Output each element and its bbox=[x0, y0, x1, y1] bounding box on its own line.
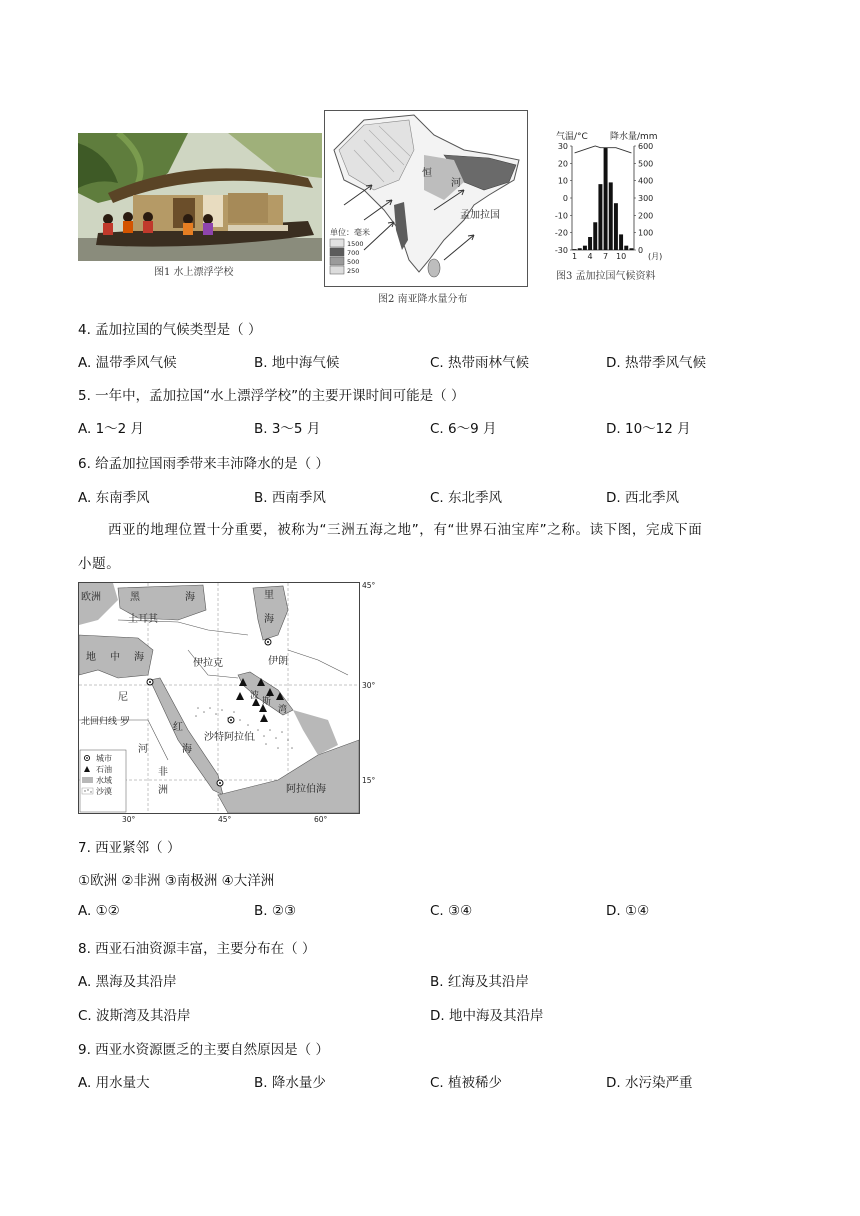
legend-desert: 沙漠 bbox=[96, 787, 112, 796]
chart-right-tick-label: 600 bbox=[638, 142, 654, 151]
climate-chart bbox=[548, 128, 678, 283]
chart-right-tick-label: 400 bbox=[638, 176, 654, 186]
west-asia-map bbox=[78, 580, 383, 826]
question-8-option-a[interactable]: A. 黑海及其沿岸 bbox=[78, 974, 177, 990]
chart-left-axis-label: 气温/°C bbox=[556, 132, 588, 142]
label-arabian-sea: 阿拉伯海 bbox=[286, 784, 326, 795]
figure-2-caption: 图2 南亚降水量分布 bbox=[378, 294, 468, 305]
map2-unit-label: 单位：毫米 bbox=[330, 228, 370, 237]
chart-left-tick-label: -30 bbox=[554, 246, 568, 255]
question-9-stem: 9. 西亚水资源匮乏的主要自然原因是（ ） bbox=[78, 1042, 329, 1058]
label-black-sea-2: 海 bbox=[185, 592, 195, 603]
chart-bar bbox=[588, 237, 592, 250]
chart-left-tick-label: 20 bbox=[557, 159, 568, 169]
map2-country-label: 孟加拉国 bbox=[460, 210, 500, 221]
chart-x-tick-label: 4 bbox=[587, 252, 593, 261]
chart-right-tick-label: 100 bbox=[638, 228, 654, 238]
label-med-2: 中 bbox=[110, 652, 120, 663]
question-7-option-c[interactable]: C. ③④ bbox=[430, 903, 473, 919]
label-tropic: 北回归线 bbox=[81, 717, 118, 727]
question-4-option-a[interactable]: A. 温带季风气候 bbox=[78, 355, 177, 371]
question-6-option-d[interactable]: D. 西北季风 bbox=[606, 490, 679, 506]
question-7-option-b[interactable]: B. ②③ bbox=[254, 903, 297, 919]
map2-river2-label: 河 bbox=[451, 178, 461, 189]
chart-left-tick-label: 0 bbox=[562, 194, 568, 203]
chart-bar bbox=[614, 203, 618, 250]
label-red-sea-1: 红 bbox=[173, 722, 183, 733]
question-8-option-d[interactable]: D. 地中海及其沿岸 bbox=[430, 1008, 544, 1024]
figure-2 bbox=[324, 110, 528, 303]
label-lon-45: 45° bbox=[218, 815, 232, 824]
legend-250: 250 bbox=[347, 267, 360, 275]
chart-x-tick-label: 1 bbox=[572, 252, 578, 261]
label-lon-30: 30° bbox=[122, 815, 136, 824]
chart-bar bbox=[624, 246, 628, 250]
chart-temperature-line bbox=[575, 146, 632, 153]
question-5-option-d[interactable]: D. 10～12 月 bbox=[606, 421, 691, 437]
chart-right-tick-label: 0 bbox=[638, 246, 644, 255]
label-caspian-1: 里 bbox=[264, 590, 274, 601]
question-9-option-b[interactable]: B. 降水量少 bbox=[254, 1075, 326, 1091]
chart-bar bbox=[619, 234, 623, 250]
label-saudi: 沙特阿拉伯 bbox=[204, 732, 254, 743]
label-med-3: 海 bbox=[134, 652, 144, 663]
legend-1500: 1500 bbox=[347, 240, 364, 248]
label-med-1: 地 bbox=[86, 652, 96, 663]
label-nile-2: 罗 bbox=[120, 717, 130, 728]
chart-right-axis-label: 降水量/mm bbox=[610, 132, 658, 142]
chart-bar bbox=[573, 249, 577, 250]
label-africa-1: 非 bbox=[158, 767, 168, 778]
legend-city: 城市 bbox=[96, 754, 112, 763]
label-iran: 伊朗 bbox=[268, 656, 288, 667]
question-6-option-a[interactable]: A. 东南季风 bbox=[78, 490, 150, 506]
question-9-option-d[interactable]: D. 水污染严重 bbox=[606, 1075, 693, 1091]
label-persian-3: 湾 bbox=[278, 705, 288, 715]
label-persian-1: 波 bbox=[250, 691, 260, 701]
question-5-option-c[interactable]: C. 6～9 月 bbox=[430, 421, 497, 437]
chart-bar bbox=[609, 182, 613, 250]
question-5-option-b[interactable]: B. 3～5 月 bbox=[254, 421, 321, 437]
label-lat-45: 45° bbox=[362, 581, 376, 590]
chart-bar bbox=[578, 248, 582, 250]
question-8-option-b[interactable]: B. 红海及其沿岸 bbox=[430, 974, 529, 990]
question-9-option-c[interactable]: C. 植被稀少 bbox=[430, 1075, 503, 1091]
chart-bar bbox=[583, 246, 587, 250]
legend-oil: 石油 bbox=[96, 765, 112, 774]
chart-left-tick-label: 10 bbox=[557, 176, 568, 186]
question-5-option-a[interactable]: A. 1～2 月 bbox=[78, 421, 145, 437]
chart-right-tick-label: 500 bbox=[638, 159, 654, 169]
chart-x-axis-label: (月) bbox=[648, 252, 663, 261]
label-red-sea-2: 海 bbox=[182, 744, 192, 755]
question-6-option-b[interactable]: B. 西南季风 bbox=[254, 490, 326, 506]
label-nile-1: 尼 bbox=[118, 692, 128, 703]
chart-bar bbox=[593, 222, 597, 250]
label-lat-30: 30° bbox=[362, 681, 376, 690]
chart-left-tick-label: 30 bbox=[557, 142, 568, 151]
question-6-option-c[interactable]: C. 东北季风 bbox=[430, 490, 503, 506]
label-caspian-2: 海 bbox=[264, 614, 274, 625]
question-4-option-d[interactable]: D. 热带季风气候 bbox=[606, 355, 706, 371]
chart-right-tick-label: 200 bbox=[638, 211, 654, 221]
question-4-option-b[interactable]: B. 地中海气候 bbox=[254, 355, 340, 371]
figure-1-caption: 图1 水上漂浮学校 bbox=[154, 267, 234, 278]
chart-x-tick-label: 7 bbox=[603, 252, 609, 261]
question-7-stem: 7. 西亚紧邻（ ） bbox=[78, 840, 181, 856]
map2-river-label: 恒 bbox=[422, 168, 432, 179]
question-7-option-d[interactable]: D. ①④ bbox=[606, 903, 650, 919]
passage-line-2: 小题。 bbox=[78, 556, 121, 572]
passage-line-1: 西亚的地理位置十分重要，被称为“三洲五海之地”，有“世界石油宝库”之称。读下图，完成下面 bbox=[108, 522, 703, 538]
label-black-sea-1: 黑 bbox=[130, 592, 140, 603]
question-4-option-c[interactable]: C. 热带雨林气候 bbox=[430, 355, 530, 371]
question-5-stem: 5. 一年中，孟加拉国“水上漂浮学校”的主要开课时间可能是（ ） bbox=[78, 388, 465, 404]
label-europe: 欧洲 bbox=[81, 592, 101, 603]
chart-left-tick-label: -20 bbox=[554, 228, 568, 238]
label-lon-60: 60° bbox=[314, 815, 328, 824]
question-7-option-a[interactable]: A. ①② bbox=[78, 903, 120, 919]
chart-left-tick-label: -10 bbox=[554, 211, 568, 221]
question-7-subchoices: ①欧洲 ②非洲 ③南极洲 ④大洋洲 bbox=[78, 873, 275, 889]
floating-school-photo bbox=[78, 133, 322, 261]
label-iraq: 伊拉克 bbox=[193, 658, 223, 669]
label-persian-2: 斯 bbox=[262, 697, 272, 707]
question-9-option-a[interactable]: A. 用水量大 bbox=[78, 1075, 150, 1091]
figure-3 bbox=[548, 128, 678, 283]
legend-500: 500 bbox=[347, 258, 360, 266]
label-turkey: 土耳其 bbox=[128, 614, 158, 625]
chart-bar bbox=[598, 184, 602, 250]
question-8-stem: 8. 西亚石油资源丰富，主要分布在（ ） bbox=[78, 941, 316, 957]
south-asia-rainfall-map bbox=[324, 110, 528, 287]
label-africa-2: 洲 bbox=[158, 785, 168, 796]
question-4-stem: 4. 孟加拉国的气候类型是（ ） bbox=[78, 322, 262, 338]
chart-right-tick-label: 300 bbox=[638, 194, 654, 203]
question-6-stem: 6. 给孟加拉国雨季带来丰沛降水的是（ ） bbox=[78, 456, 329, 472]
label-nile-3: 河 bbox=[138, 744, 148, 755]
question-8-option-c[interactable]: C. 波斯湾及其沿岸 bbox=[78, 1008, 191, 1024]
figure-1 bbox=[78, 133, 322, 283]
chart-bar bbox=[629, 248, 633, 250]
chart-x-tick-label: 10 bbox=[615, 252, 627, 261]
legend-water: 水域 bbox=[96, 776, 112, 785]
legend-700: 700 bbox=[347, 249, 360, 257]
label-lat-15: 15° bbox=[362, 776, 376, 785]
chart-bar bbox=[604, 148, 608, 250]
figure-3-caption: 图3 孟加拉国气候资料 bbox=[556, 271, 656, 282]
